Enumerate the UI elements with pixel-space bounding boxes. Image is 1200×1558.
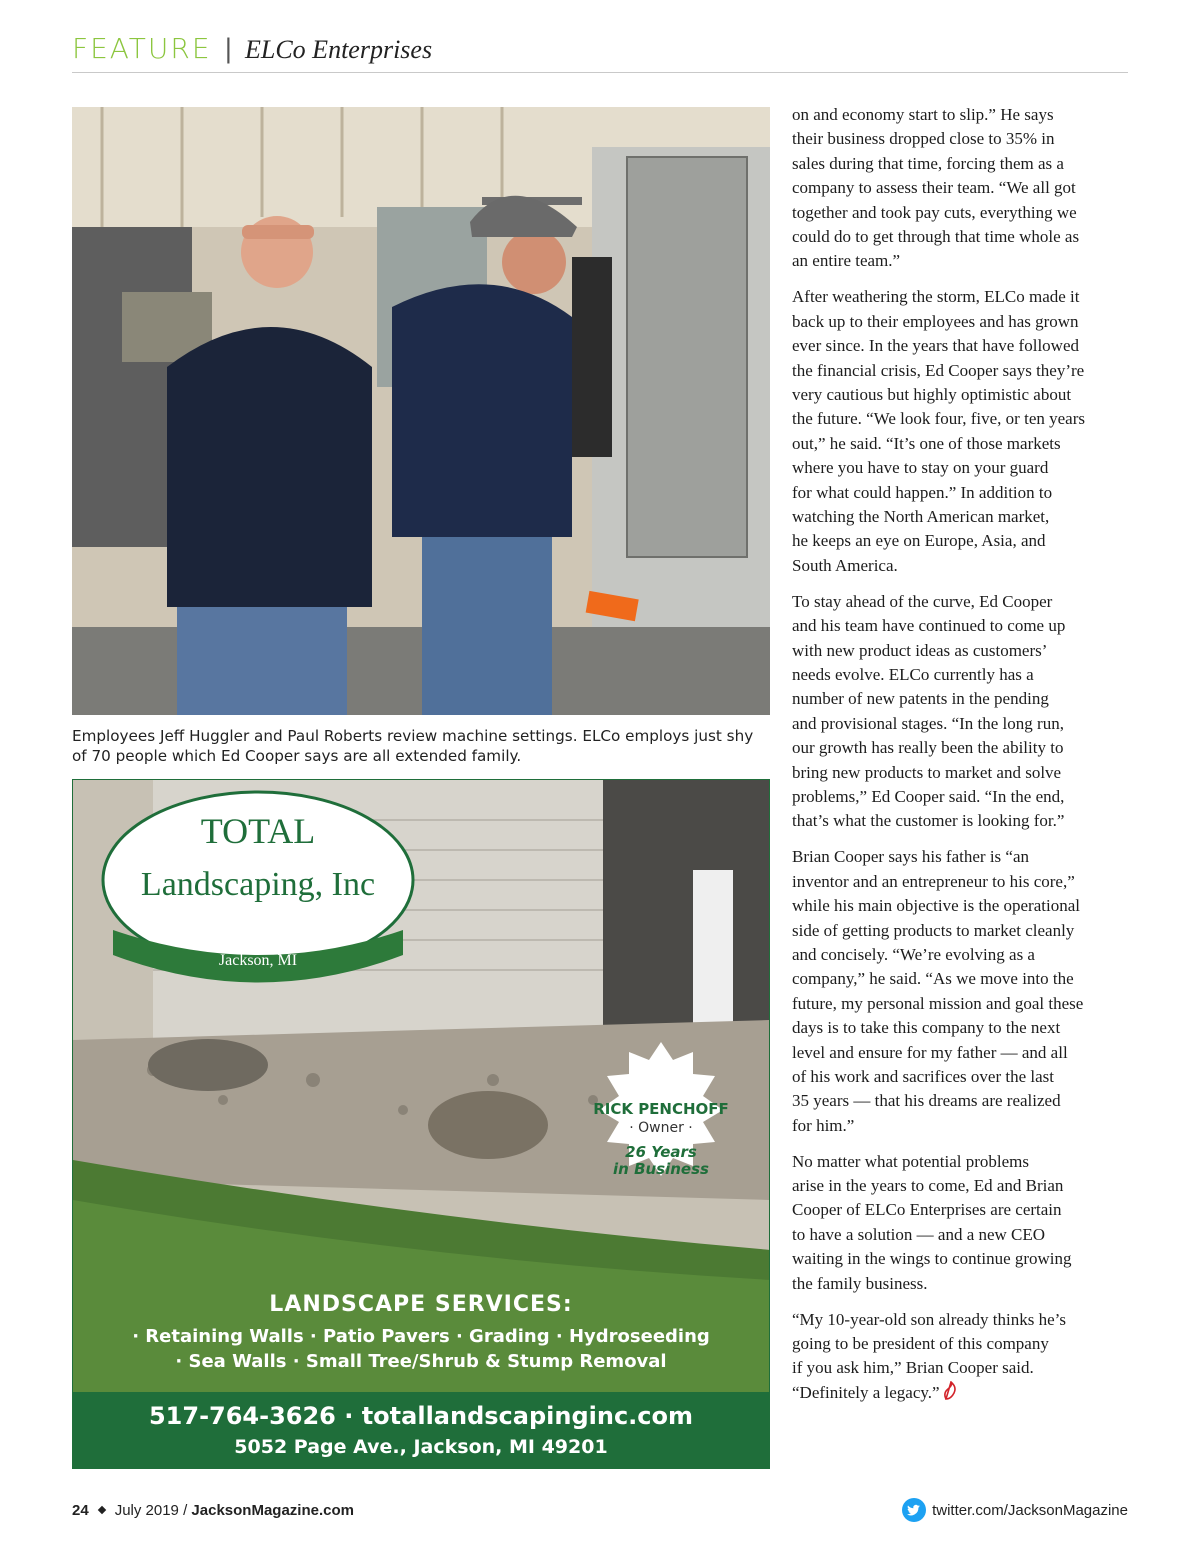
page-footer-left	[72, 1502, 354, 1519]
factory-scene-illustration	[72, 107, 770, 715]
page-footer-right	[902, 1498, 1128, 1522]
ad-services-title: LANDSCAPE SERVICES:	[269, 1292, 573, 1317]
article-subject: ELCo Enterprises	[245, 35, 433, 64]
section-label: FEATURE	[72, 32, 212, 65]
ad-years-line2: in Business	[613, 1160, 709, 1178]
landscaping-advertisement	[72, 779, 770, 1469]
article-column	[792, 103, 1132, 1417]
ad-logo-line2: Landscaping, Inc	[140, 866, 376, 903]
ad-years-badge	[561, 1144, 761, 1178]
ad-address: 5052 Page Ave., Jackson, MI 49201	[234, 1436, 608, 1458]
photo-caption: Employees Jeff Huggler and Paul Roberts review machine settings. ELCo employs just shy of 70 people which Ed Cooper says are all extended family.	[72, 727, 754, 765]
header-separator: |	[224, 34, 233, 64]
ad-services-line1: · Retaining Walls · Patio Pavers · Grading · Hydroseeding	[132, 1326, 710, 1347]
twitter-icon	[902, 1498, 926, 1522]
twitter-handle[interactable]: twitter.com/JacksonMagazine	[932, 1501, 1128, 1519]
article-paragraph: No matter what potential problems arise in the years to come, Ed and Brian Cooper of ELCo Enterprises are certain to have a solution — and a new CEO waiting in the wings to continue growing the family business.	[792, 1151, 1072, 1293]
end-mark-icon	[942, 1381, 960, 1401]
diamond-icon	[97, 1506, 105, 1514]
article-paragraph-text: “My 10-year-old son already thinks he’s going to be president of this company if you ask him,” Brian Cooper said. “Definitely a legacy.”	[792, 1309, 1066, 1402]
ad-contact-bar	[73, 1392, 769, 1468]
article-paragraph: Brian Cooper says his father is “an inventor and an entrepreneur to his core,” while his main objective is the operational side of getting products to market cleanly and concisely. “We’re evolving as a company,” he said. “As we move into the future, my personal mission and goal these days is to take this company to the next level and ensure for my father — and all of his work and sacrifices over the last 35 years — that his dreams are realized for him.”	[792, 847, 1084, 1135]
ad-owner-role: · Owner ·	[629, 1120, 693, 1136]
footer-website[interactable]: JacksonMagazine.com	[191, 1502, 354, 1519]
ad-owner-name: RICK PENCHOFF	[593, 1100, 729, 1118]
article-paragraph: on and economy start to slip.” He says their business dropped close to 35% in sales during that time, forcing them as a company to assess their team. “We all got together and took pay cuts, everything we could do to get through that time whole as an entire team.”	[792, 105, 1080, 271]
issue-date: July 2019	[114, 1502, 179, 1519]
ad-logo-line1: TOTAL	[200, 811, 316, 851]
footer-divider: /	[183, 1502, 188, 1519]
ad-services-line2: · Sea Walls · Small Tree/Shrub & Stump Removal	[175, 1351, 667, 1372]
article-final-paragraph	[792, 1308, 1132, 1406]
employees-photo	[72, 107, 770, 715]
article-paragraph: To stay ahead of the curve, Ed Cooper and his team have continued to come up with new product ideas as customers’ needs evolve. ELCo currently has a number of new patents in the pending and provisional stages. “In the long run, our growth has really been the ability to bring new products to market and solve problems,” Ed Cooper said. “In the end, that’s what the customer is looking for.”	[792, 591, 1066, 831]
article-paragraph: After weathering the storm, ELCo made it back up to their employees and has grown ever since. In the years that have followed the financial crisis, Ed Cooper says they’re very cautious but highly optimistic about the future. “We look four, five, or ten years out,” he said. “It’s one of those markets where you have to stay on your guard for what could happen.” In addition to watching the North American market, he keeps an eye on Europe, Asia, and South America.	[792, 287, 1085, 575]
ad-phone-website: 517-764-3626 · totallandscapinginc.com	[148, 1402, 694, 1430]
ad-logo-location: Jackson, MI	[218, 952, 298, 969]
page-number: 24	[72, 1502, 89, 1519]
page-header	[72, 30, 1128, 73]
ad-years-line1: 26 Years	[625, 1143, 697, 1161]
